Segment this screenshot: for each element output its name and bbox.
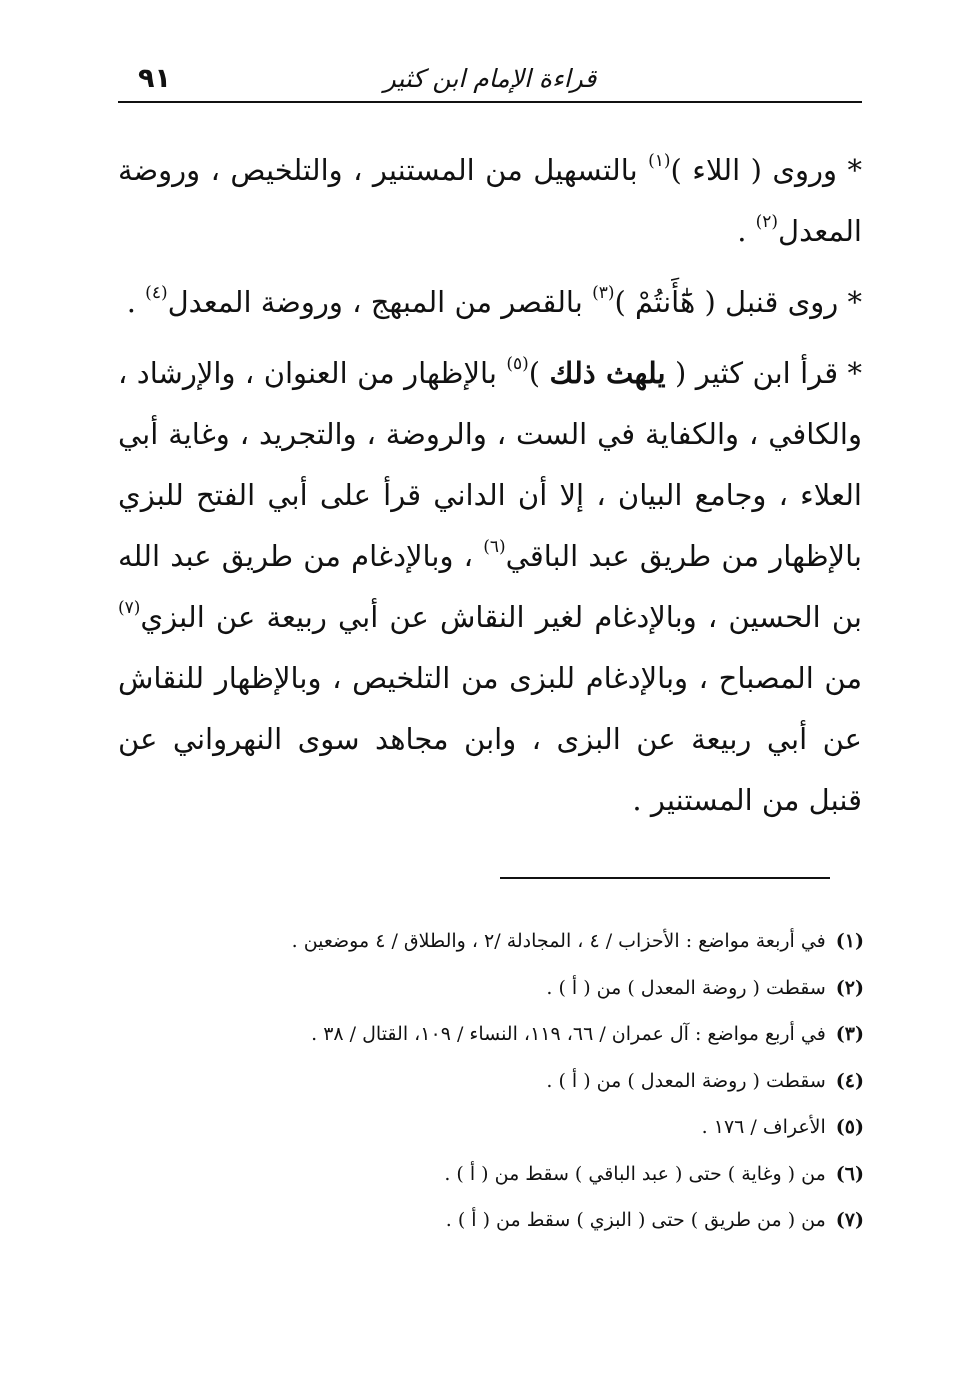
footnote xyxy=(118,965,864,1012)
text-run: بالتسهيل من المستنير ، والتلخيص ، وروضة المعدل xyxy=(118,153,862,248)
text-run: * روى قنبل ( هَٰٓأَنتُمْ ) xyxy=(614,285,862,319)
header-rule xyxy=(118,101,862,103)
running-title: قراءة الإمام ابن كثير xyxy=(383,64,597,93)
text-run: * قرأ ابن كثير ( xyxy=(665,356,862,390)
footnote-text: من ( من طريق ) حتى ( البزي ) سقط من ( أ ) . xyxy=(445,1209,826,1231)
footnote xyxy=(118,1151,864,1198)
footnote-text: من ( وغاية ) حتى ( عبد الباقي ) سقط من ( أ ) . xyxy=(444,1162,826,1185)
footnote-separator xyxy=(500,877,830,879)
paragraph xyxy=(118,140,862,262)
footnote-number: (٤) xyxy=(835,1069,864,1092)
quoted-word: يلهث ذلك xyxy=(549,356,666,390)
footnote xyxy=(118,918,864,965)
page-number: ٩١ xyxy=(138,63,171,94)
footnote-ref: (٥) xyxy=(506,354,529,374)
footnote xyxy=(118,1058,864,1105)
main-text xyxy=(118,140,862,841)
text-run: . xyxy=(126,285,146,319)
page-header xyxy=(118,58,862,104)
text-run: من المصباح ، وبالإدغام للبزى من التلخيص ، وبالإظهار للنقاش عن أبي ربيعة عن البزى ، وابن مجاهد سوى النهرواني عن قنبل من المستنير . xyxy=(118,661,862,817)
footnote-text: سقطت ( روضة المعدل ) من ( أ ) . xyxy=(546,1069,826,1092)
footnote-text: سقطت ( روضة المعدل ) من ( أ ) . xyxy=(546,976,826,999)
footnote-number: (٢) xyxy=(835,976,864,999)
footnote-ref: (٣) xyxy=(592,283,615,303)
text-run: ) xyxy=(528,356,550,390)
footnote xyxy=(118,1197,864,1244)
footnote-number: (٥) xyxy=(835,1116,864,1138)
paragraph xyxy=(118,343,862,831)
footnote-ref: (٤) xyxy=(145,283,168,303)
footnote-text: في أربع مواضع : آل عمران / ٦٦، ١١٩، النساء / ١٠٩، القتال / ٣٨ . xyxy=(311,1023,826,1045)
text-run: بالإظهار من العنوان ، والإرشاد ، والكافي ، والكفاية في الست ، والروضة ، والتجريد ، وغاية أبي العلاء ، وجامع البيان ، إلا أن الداني قرأ على أبي الفتح للبزي بالإظهار من طريق عبد الباقي xyxy=(118,356,862,573)
footnote-number: (٦) xyxy=(835,1162,864,1185)
footnote xyxy=(118,1011,864,1058)
footnote-ref: (١) xyxy=(648,151,671,171)
footnote-number: (٧) xyxy=(835,1209,864,1231)
footnote-ref: (٧) xyxy=(118,598,141,618)
text-run: . xyxy=(737,214,756,248)
footnotes xyxy=(118,918,864,1244)
footnote xyxy=(118,1104,864,1151)
footnote-ref: (٦) xyxy=(483,537,506,557)
footnote-text: الأعراف / ١٧٦ . xyxy=(701,1116,826,1138)
footnote-number: (١) xyxy=(835,930,864,952)
text-run: * وروى ( اللاء ) xyxy=(670,153,863,187)
paragraph xyxy=(118,272,862,333)
text-run: بالقصر من المبهج ، وروضة المعدل xyxy=(167,285,593,319)
footnote-number: (٣) xyxy=(835,1023,864,1045)
footnote-ref: (٢) xyxy=(755,212,779,232)
footnote-text: في أربعة مواضع : الأحزاب / ٤ ، المجادلة /٢ ، والطلاق / ٤ موضعين . xyxy=(291,930,826,952)
text-run: ، وبالإدغام من طريق عبد الله بن الحسين ، وبالإدغام لغير النقاش عن أبي ربيعة عن البزي xyxy=(118,539,862,634)
